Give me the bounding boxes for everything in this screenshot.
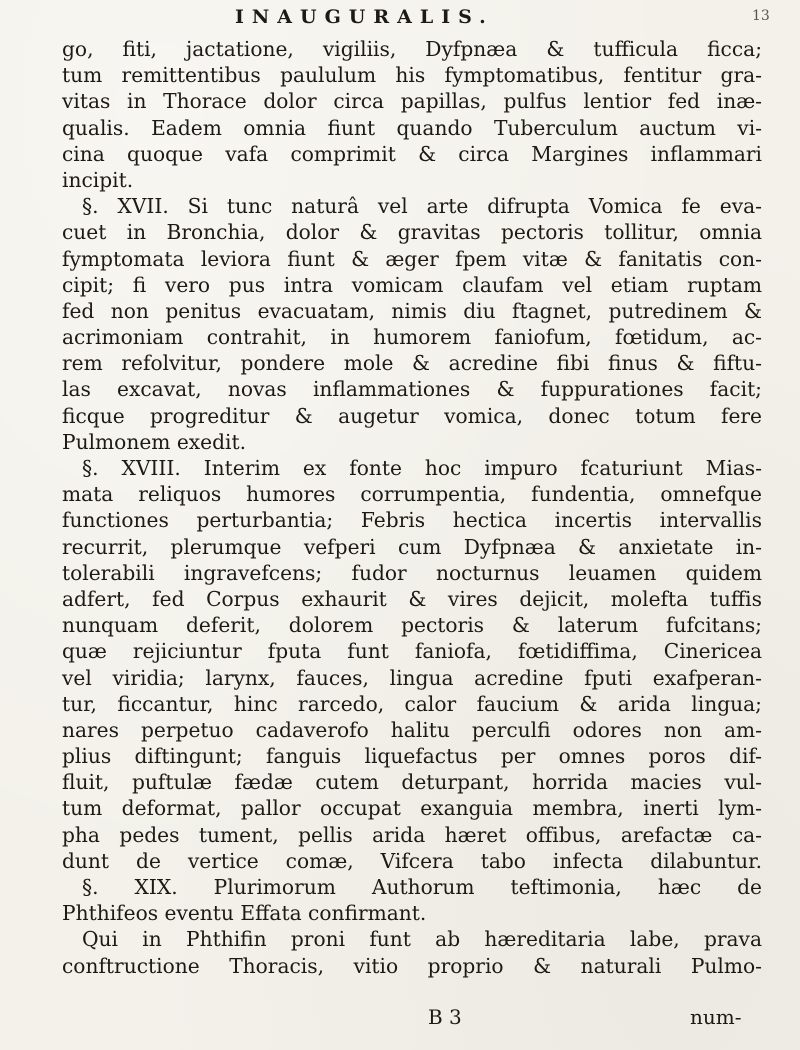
text-line: go, fiti, jactatione, vigiliis, Dyfpnæa & tufficula ficca;: [62, 37, 762, 61]
text-line: Pulmonem exedit.: [62, 429, 247, 454]
text-line: nunquam deferit, dolorem pectoris & laterum fufcitans;: [62, 613, 762, 638]
text-line: Phthifeos eventu Effata confirmant.: [62, 901, 427, 926]
text-line: quæ rejiciuntur fputa funt faniofa, fœtidiffima, Cinericea: [62, 639, 762, 664]
text-line: tum remittentibus paululum his fymptomatibus, fentitur gra-: [62, 63, 762, 88]
text-line: nares perpetuo cadaverofo halitu perculfi odores non am-: [62, 717, 762, 742]
section-heading-line: §. XVIII. Interim ex fonte hoc impuro fcaturiunt Mias-: [82, 456, 762, 480]
text-line: acrimoniam contrahit, in humorem faniofum, fœtidum, ac-: [62, 325, 762, 350]
text-line: vitas in Thorace dolor circa papillas, pulfus lentior fed inæ-: [62, 89, 762, 114]
text-line: Qui in Phthifin proni funt ab hæreditaria labe, prava: [82, 927, 762, 952]
text-line: tum deformat, pallor occupat exanguia membra, inerti lym-: [62, 796, 762, 821]
text-line: fymptomata leviora fiunt & æger fpem vitæ & fanitatis con-: [62, 246, 762, 271]
running-head: INAUGURALIS.: [235, 6, 494, 28]
text-line: tur, ficcantur, hinc rarcedo, calor faucium & arida lingua;: [62, 691, 762, 716]
text-line: fed non penitus evacuatam, nimis diu ftagnet, putredinem &: [62, 298, 762, 323]
text-line: plius diftingunt; fanguis liquefactus per omnes poros dif-: [62, 744, 762, 769]
section-heading-line: §. XIX. Plurimorum Authorum teftimonia, hæc de: [82, 875, 762, 899]
section-heading-line: §. XVII. Si tunc naturâ vel arte difrupta Vomica fe eva-: [82, 194, 762, 219]
text-line: pha pedes tument, pellis arida hæret offibus, arefactæ ca-: [62, 822, 762, 847]
signature-mark: B 3: [428, 1005, 462, 1029]
text-line: qualis. Eadem omnia fiunt quando Tuberculum auctum vi-: [62, 115, 762, 140]
text-line: recurrit, plerumque vefperi cum Dyfpnæa & anxietate in-: [62, 534, 762, 559]
body-text: [62, 36, 762, 979]
page-footer: [0, 1005, 800, 1031]
text-line: dunt de vertice comæ, Vifcera tabo infecta dilabuntur.: [62, 848, 762, 873]
text-line: vel viridia; larynx, fauces, lingua acredine fputi exafperan-: [62, 665, 762, 690]
text-line: adfert, fed Corpus exhaurit & vires dejicit, molefta tuffis: [62, 586, 762, 611]
text-line: las excavat, novas inflammationes & fuppurationes facit;: [62, 377, 762, 402]
catchword: num-: [690, 1005, 742, 1029]
text-line: fluit, puftulæ fædæ cutem deturpant, horrida macies vul-: [62, 770, 762, 795]
text-line: cina quoque vafa comprimit & circa Margines inflammari: [62, 141, 762, 166]
text-line: tolerabili ingravefcens; fudor nocturnus leuamen quidem: [62, 560, 762, 585]
text-line: functiones perturbantia; Febris hectica incertis intervallis: [62, 508, 762, 533]
text-line: conftructione Thoracis, vitio proprio & naturali Pulmo-: [62, 953, 762, 978]
text-line: rem refolvitur, pondere mole & acredine fibi finus & fiftu-: [62, 351, 762, 376]
text-line: ficque progreditur & augetur vomica, donec totum fere: [62, 403, 762, 428]
text-line: cipit; fi vero pus intra vomicam claufam vel etiam ruptam: [62, 272, 762, 297]
text-line: cuet in Bronchia, dolor & gravitas pectoris tollitur, omnia: [62, 220, 762, 245]
text-line: mata reliquos humores corrumpentia, fundentia, omnefque: [62, 482, 762, 507]
page-number: 13: [752, 8, 770, 24]
text-line: incipit.: [62, 167, 134, 192]
